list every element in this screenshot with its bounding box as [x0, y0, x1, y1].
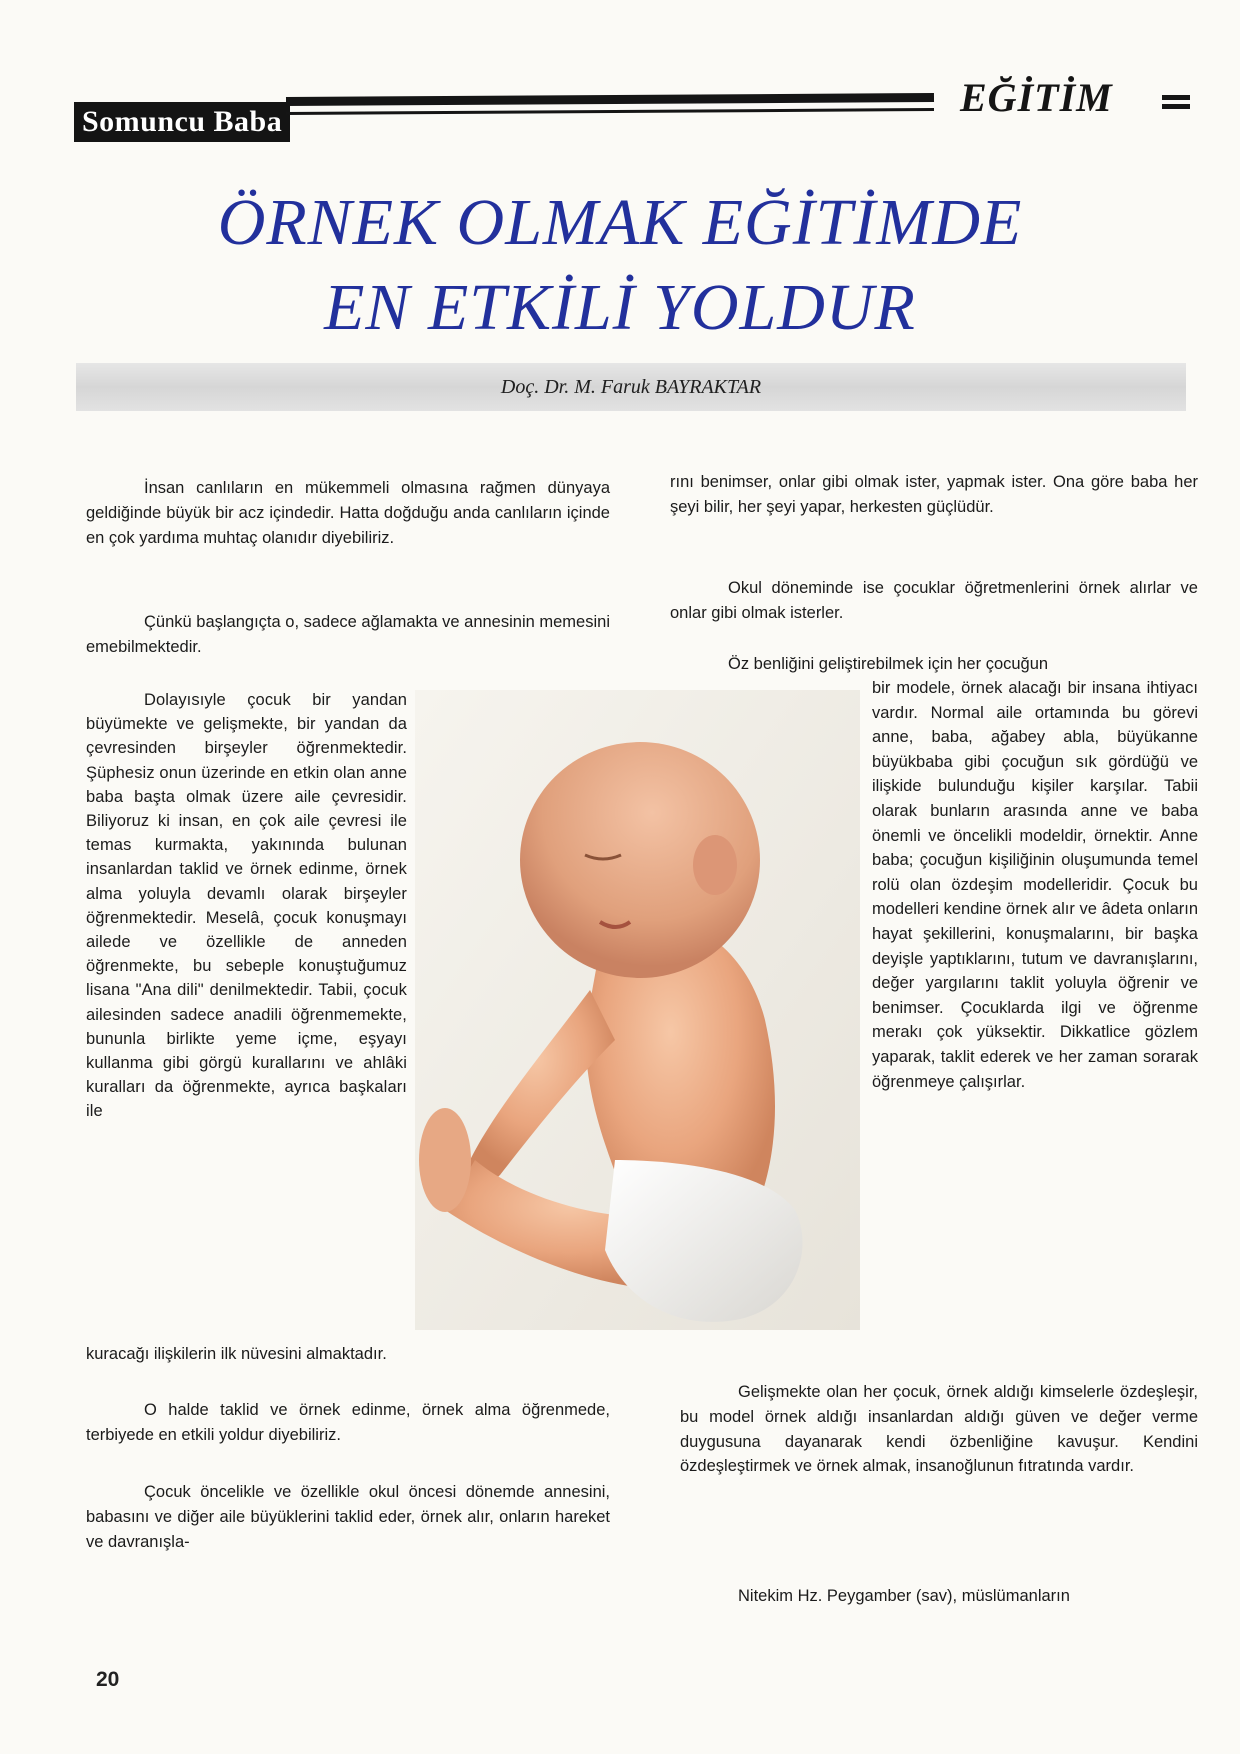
left-paragraph-1: İnsan canlıların en mükemmeli olmasına rağmen dünyaya geldiğinde büyük bir acz içindedir. Hatta doğduğu anda canlıların içinde en çok yardıma muhtaç olanıdır diyebiliriz. — [86, 479, 610, 547]
left-paragraph-3-end: kuracağı ilişkilerin ilk nüvesini almaktadır. — [86, 1345, 387, 1363]
right-paragraph-2: Okul döneminde ise çocuklar öğretmenlerini örnek alırlar ve onlar gibi olmak isterler. — [670, 579, 1198, 622]
left-paragraph-5: Çocuk öncelikle ve özellikle okul öncesi dönemde annesini, babasını ve diğer aile büyüklerini taklid eder, örnek alır, onların hareket ve davranışla- — [86, 1483, 610, 1551]
baby-photo — [415, 690, 860, 1330]
magazine-name-badge: Somuncu Baba — [74, 102, 290, 142]
right-paragraph-3-start: Öz benliğini geliştirebilmek için her çocuğun — [728, 655, 1049, 673]
author-name: Doç. Dr. M. Faruk BAYRAKTAR — [500, 376, 762, 398]
right-paragraph-5: Nitekim Hz. Peygamber (sav), müslümanların — [738, 1587, 1070, 1605]
article-title-line-1: ÖRNEK OLMAK EĞİTİMDE — [217, 186, 1023, 259]
header-bar-mark — [1162, 104, 1190, 109]
right-paragraph-1: rını benimser, onlar gibi olmak ister, yapmak ister. Ona göre baba her şeyi bilir, her şeyi yapar, herkesten güçlüdür. — [670, 473, 1198, 516]
right-paragraph-4: Gelişmekte olan her çocuk, örnek aldığı kimselerle özdeşleşir, bu model örnek aldığı insanlardan aldığı güven ve değer verme duygusuna dayanarak kendi özbenliğine kavuşur. Kendini özdeşleştirmek ve örnek almak, insanoğlunun fıtratında vardır. — [680, 1383, 1198, 1476]
article-title-line-2: EN ETKİLİ YOLDUR — [324, 271, 916, 344]
page-number: 20 — [96, 1668, 120, 1691]
left-paragraph-4: O halde taklid ve örnek edinme, örnek alma öğrenmede, terbiyede en etkili yoldur diyebiliriz. — [86, 1401, 610, 1444]
header-bar-mark — [1162, 95, 1190, 100]
header-rule-thin — [286, 108, 934, 115]
left-paragraph-3: Dolayısıyle çocuk bir yandan büyümekte ve gelişmekte, bir yandan da çevresinden birşeyler öğrenmektedir. Şüphesiz onun üzerinde en etkin olan anne baba başta olmak üzere aile çevresidir. Biliyoruz ki insan, en çok aile çevresi ile temas kurmakta, yakınında bulunan insanlardan taklid ve örnek edinme, örnek alma yoluyla devamlı olarak birşeyler öğrenmektedir. Meselâ, çocuk konuşmayı ailede ve özellikle de anneden öğrenmekte, bu sebeple konuştuğumuz lisana "Ana dili" denilmektedir. Tabii, çocuk ailesinden sadece anadili öğrenmemekte, bununla birlikte yeme içme, eşyayı kullanma gibi görgü kurallarını ve ahlâki kuralları da öğrenmekte, ayrıca başkaları ile — [86, 691, 407, 1121]
header-rule — [286, 93, 934, 106]
section-title: EĞİTİM — [960, 75, 1113, 120]
left-paragraph-2: Çünkü başlangıçta o, sadece ağlamakta ve annesinin memesini emebilmektedir. — [86, 613, 610, 656]
right-paragraph-3: bir modele, örnek alacağı bir insana ihtiyacı vardır. Normal aile ortamında bu görevi anne, baba, ağabey abla, büyükanne büyükbaba gibi çocuğun sık gördüğü ve ilişkide bulunduğu kişiler karşılar. Tabii olarak bunların arasında anne ve baba önemli ve öncelikli modeldir, örnektir. Anne baba; çocuğun kişiliğinin oluşumunda temel rolü olan özdeşim modelleridir. Çocuk bu modelleri kendine örnek alır ve âdeta onların hayat şekillerini, konuşmalarını, bir başka deyişle yaptıklarını, tutum ve davranışlarını, değer yargılarını taklit yoluyla öğrenir ve benimser. Çocuklarda ilgi ve öğrenme merakı çok yüksektir. Dikkatlice gözlem yaparak, taklit ederek ve her zaman sorarak öğrenmeye çalışırlar. — [872, 679, 1198, 1091]
